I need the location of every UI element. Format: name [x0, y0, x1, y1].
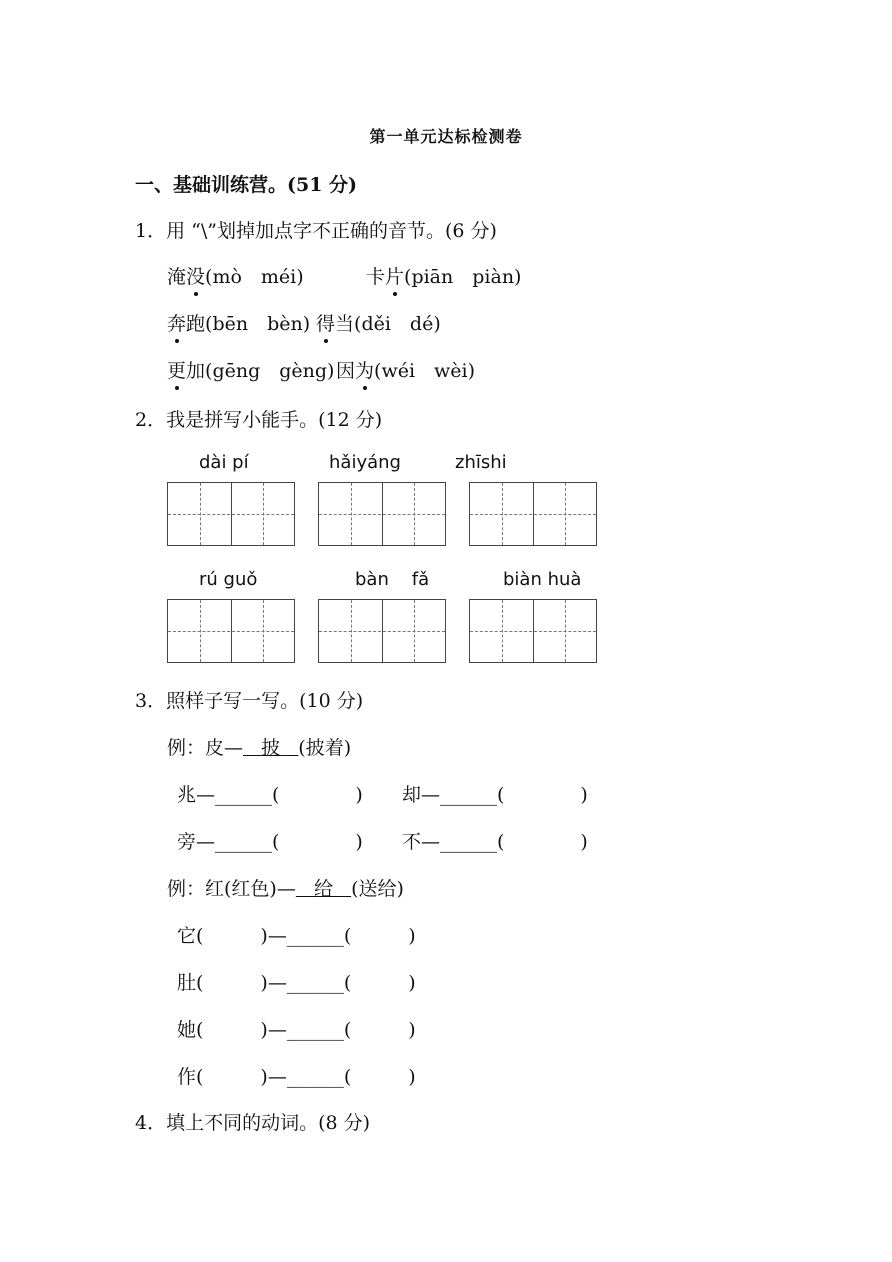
- writing-grid[interactable]: [318, 599, 446, 663]
- q1-item-5-dotted-char: 更: [167, 356, 186, 383]
- question-3-label: 3．照样子写一写。(10 分): [135, 690, 364, 712]
- q3-item[interactable]: 不—______( ): [402, 831, 588, 853]
- pinyin-label: zhīshi: [455, 452, 507, 473]
- q1-item-5-char: 加: [186, 360, 206, 382]
- q3-item[interactable]: 却—______( ): [402, 784, 588, 806]
- example-prefix: 例：皮—: [167, 737, 244, 759]
- writing-grid[interactable]: [469, 599, 597, 663]
- q3-item[interactable]: 肚( )—______( ): [177, 972, 416, 994]
- q1-item-3-char: 跑: [186, 313, 206, 335]
- page-title: 第一单元达标检测卷: [369, 127, 523, 146]
- q1-item-6-dotted-char: 为: [355, 356, 374, 383]
- example-suffix: (送给): [351, 878, 404, 900]
- q1-item-5-pinyin-options: (gēng gèng): [205, 360, 335, 382]
- q3-item[interactable]: 她( )—______( ): [177, 1019, 416, 1041]
- q3-item[interactable]: 旁—______( ): [177, 831, 363, 853]
- question-2-label: 2．我是拼写小能手。(12 分): [135, 409, 383, 431]
- example-answer: 给: [313, 878, 333, 900]
- pinyin-label: biàn huà: [503, 569, 582, 590]
- q3-item[interactable]: 作( )—______( ): [177, 1066, 416, 1088]
- q1-item-3-pinyin-options: (bēn bèn): [205, 313, 311, 335]
- q1-item-4: [316, 309, 441, 336]
- writing-grid[interactable]: [318, 482, 446, 546]
- q1-item-2-char: 卡: [366, 266, 386, 288]
- q1-item-6-pinyin-options: (wéi wèi): [374, 360, 476, 382]
- q1-item-2-pinyin-options: (piān piàn): [404, 266, 522, 288]
- q1-item-1-dotted-char: 没: [186, 262, 205, 289]
- writing-grid[interactable]: [167, 599, 295, 663]
- q1-item-1-pinyin-options: (mò méi): [205, 266, 304, 288]
- writing-grid[interactable]: [469, 482, 597, 546]
- q1-item-3-dotted-char: 奔: [167, 309, 186, 336]
- pinyin-label: rú guǒ: [199, 569, 258, 590]
- q1-item-4-dotted-char: 得: [316, 309, 335, 336]
- q3-item[interactable]: 它( )—______( ): [177, 925, 416, 947]
- q1-item-1: [167, 262, 304, 289]
- q1-item-3: [167, 309, 310, 336]
- section-heading-basic: 一、基础训练营。(51 分): [135, 174, 358, 196]
- q1-item-1-char: 淹: [167, 266, 187, 288]
- q1-item-6-char: 因: [336, 360, 356, 382]
- example-suffix: (披着): [298, 737, 352, 759]
- q1-item-5: [167, 356, 334, 383]
- pinyin-label: dài pí: [199, 452, 249, 473]
- q1-item-4-pinyin-options: (děi dé): [354, 313, 441, 335]
- question-4-label: 4．填上不同的动词。(8 分): [135, 1112, 371, 1134]
- writing-grid[interactable]: [167, 482, 295, 546]
- q3-example-1: [167, 733, 351, 760]
- pinyin-label: hǎiyáng: [329, 452, 401, 473]
- q1-item-6: [336, 356, 475, 383]
- example-answer: 披: [261, 737, 281, 759]
- q1-item-4-char: 当: [335, 313, 355, 335]
- q1-item-2: [366, 262, 521, 289]
- q3-item[interactable]: 兆—______( ): [177, 784, 363, 806]
- pinyin-label: bàn fǎ: [355, 569, 430, 590]
- q1-item-2-dotted-char: 片: [385, 262, 404, 289]
- example-prefix: 例：红(红色)—: [167, 878, 296, 900]
- q3-example-2: [167, 874, 404, 901]
- question-1-label: 1．用 “\”划掉加点字不正确的音节。(6 分): [135, 220, 497, 242]
